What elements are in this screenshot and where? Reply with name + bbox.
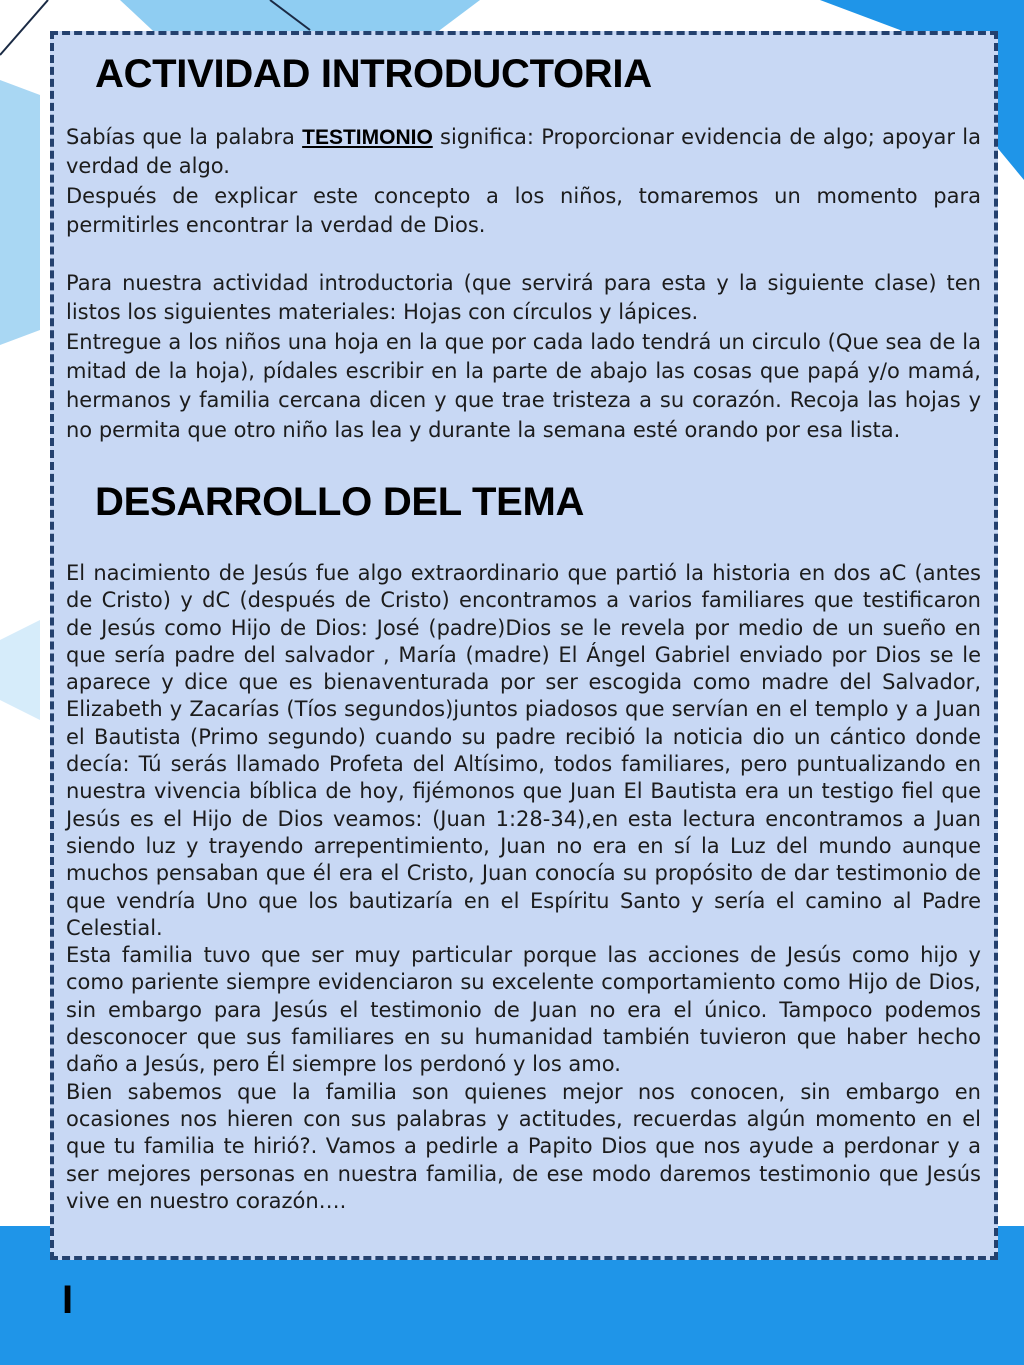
paragraph-spacer [66, 240, 981, 269]
intro-text-after: significa: Proporcionar evidencia de algo; apoyar la verdad de algo. [66, 125, 982, 179]
left-edge-light-shape [0, 620, 40, 720]
left-edge-blue-shape [0, 80, 40, 345]
activity-paragraph-2: Después de explicar este concepto a los niños, tomaremos un momento para permitirles encontrar la verdad de Dios. [66, 183, 981, 237]
keyword-testimonio: TESTIMONIO [302, 126, 433, 149]
activity-heading: ACTIVIDAD INTRODUCTORIA [95, 52, 652, 96]
page-number: I [62, 1278, 74, 1322]
activity-body [66, 123, 981, 445]
development-body [66, 560, 981, 1215]
development-paragraph-2: Esta familia tuvo que ser muy particular porque las acciones de Jesús como hijo y como pariente siempre evidenciaron su excelente comportamiento como Hijo de Dios, sin embargo para Jesús el testimonio de Juan no era el único. Tampoco podemos desconocer que sus familiares en su humanidad también tuvieron que haber hecho daño a Jesús, pero Él siempre los perdonó y los amo. [66, 943, 981, 1077]
development-paragraph-3: Bien sabemos que la familia son quienes mejor nos conocen, sin embargo en ocasiones nos hieren con sus palabras y actitudes, recuerdas algún momento en el que tu familia te hirió?. Vamos a pedirle a Papito Dios que nos ayude a perdonar y a ser mejores personas en nuestra familia, de ese modo daremos testimonio que Jesús vive en nuestro corazón…. [66, 1079, 981, 1213]
development-paragraph-1: El nacimiento de Jesús fue algo extraordinario que partió la historia en dos aC (antes de Cristo) y dC (después de Cristo) encontramos a varios familiares que testificaron de Jesús como Hijo de Dios: José (padre)Dios se le revela por medio de un sueño en que sería padre del salvador , María (madre) El Ángel Gabriel enviado por Dios se le aparece y dice que es bienaventurada por ser escogida como madre del Salvador, Elizabeth y Zacarías (Tíos segundos)juntos piadosos que servían en el templo y a Juan el Bautista (Primo segundo) cuando su padre recibió la noticia dio un cántico donde decía: Tú serás llamado Profeta del Altísimo, todos familiares, pero puntualizando en nuestra vivencia bíblica de hoy, fijémonos que Juan El Bautista era un testigo fiel que Jesús es el Hijo de Dios veamos: (Juan 1:28-34),en esta lectura encontramos a Juan siendo luz y trayendo arrepentimiento, Juan no era en sí la Luz del mundo aunque muchos pensaban que él era el Cristo, Juan conocía su propósito de dar testimonio de que vendría Uno que los bautizaría en el Espíritu Santo y sería el camino al Padre Celestial. [66, 561, 981, 940]
intro-text-before: Sabías que la palabra [66, 125, 303, 149]
activity-paragraph-3: Para nuestra actividad introductoria (que servirá para esta y la siguiente clase) ten listos los siguientes materiales: Hojas con círculos y lápices. [66, 271, 981, 325]
top-left-diagonal-line [0, 0, 48, 55]
development-heading: DESARROLLO DEL TEMA [95, 480, 585, 524]
activity-paragraph-4: Entregue a los niños una hoja en la que por cada lado tendrá un circulo (Que sea de la mitad de la hoja), pídales escribir en la parte de abajo las cosas que papá y/o mamá, hermanos y familia cercana dicen y que trae tristeza a su corazón. Recoja las hojas y no permita que otro niño las lea y durante la semana esté orando por esa lista. [66, 329, 981, 442]
